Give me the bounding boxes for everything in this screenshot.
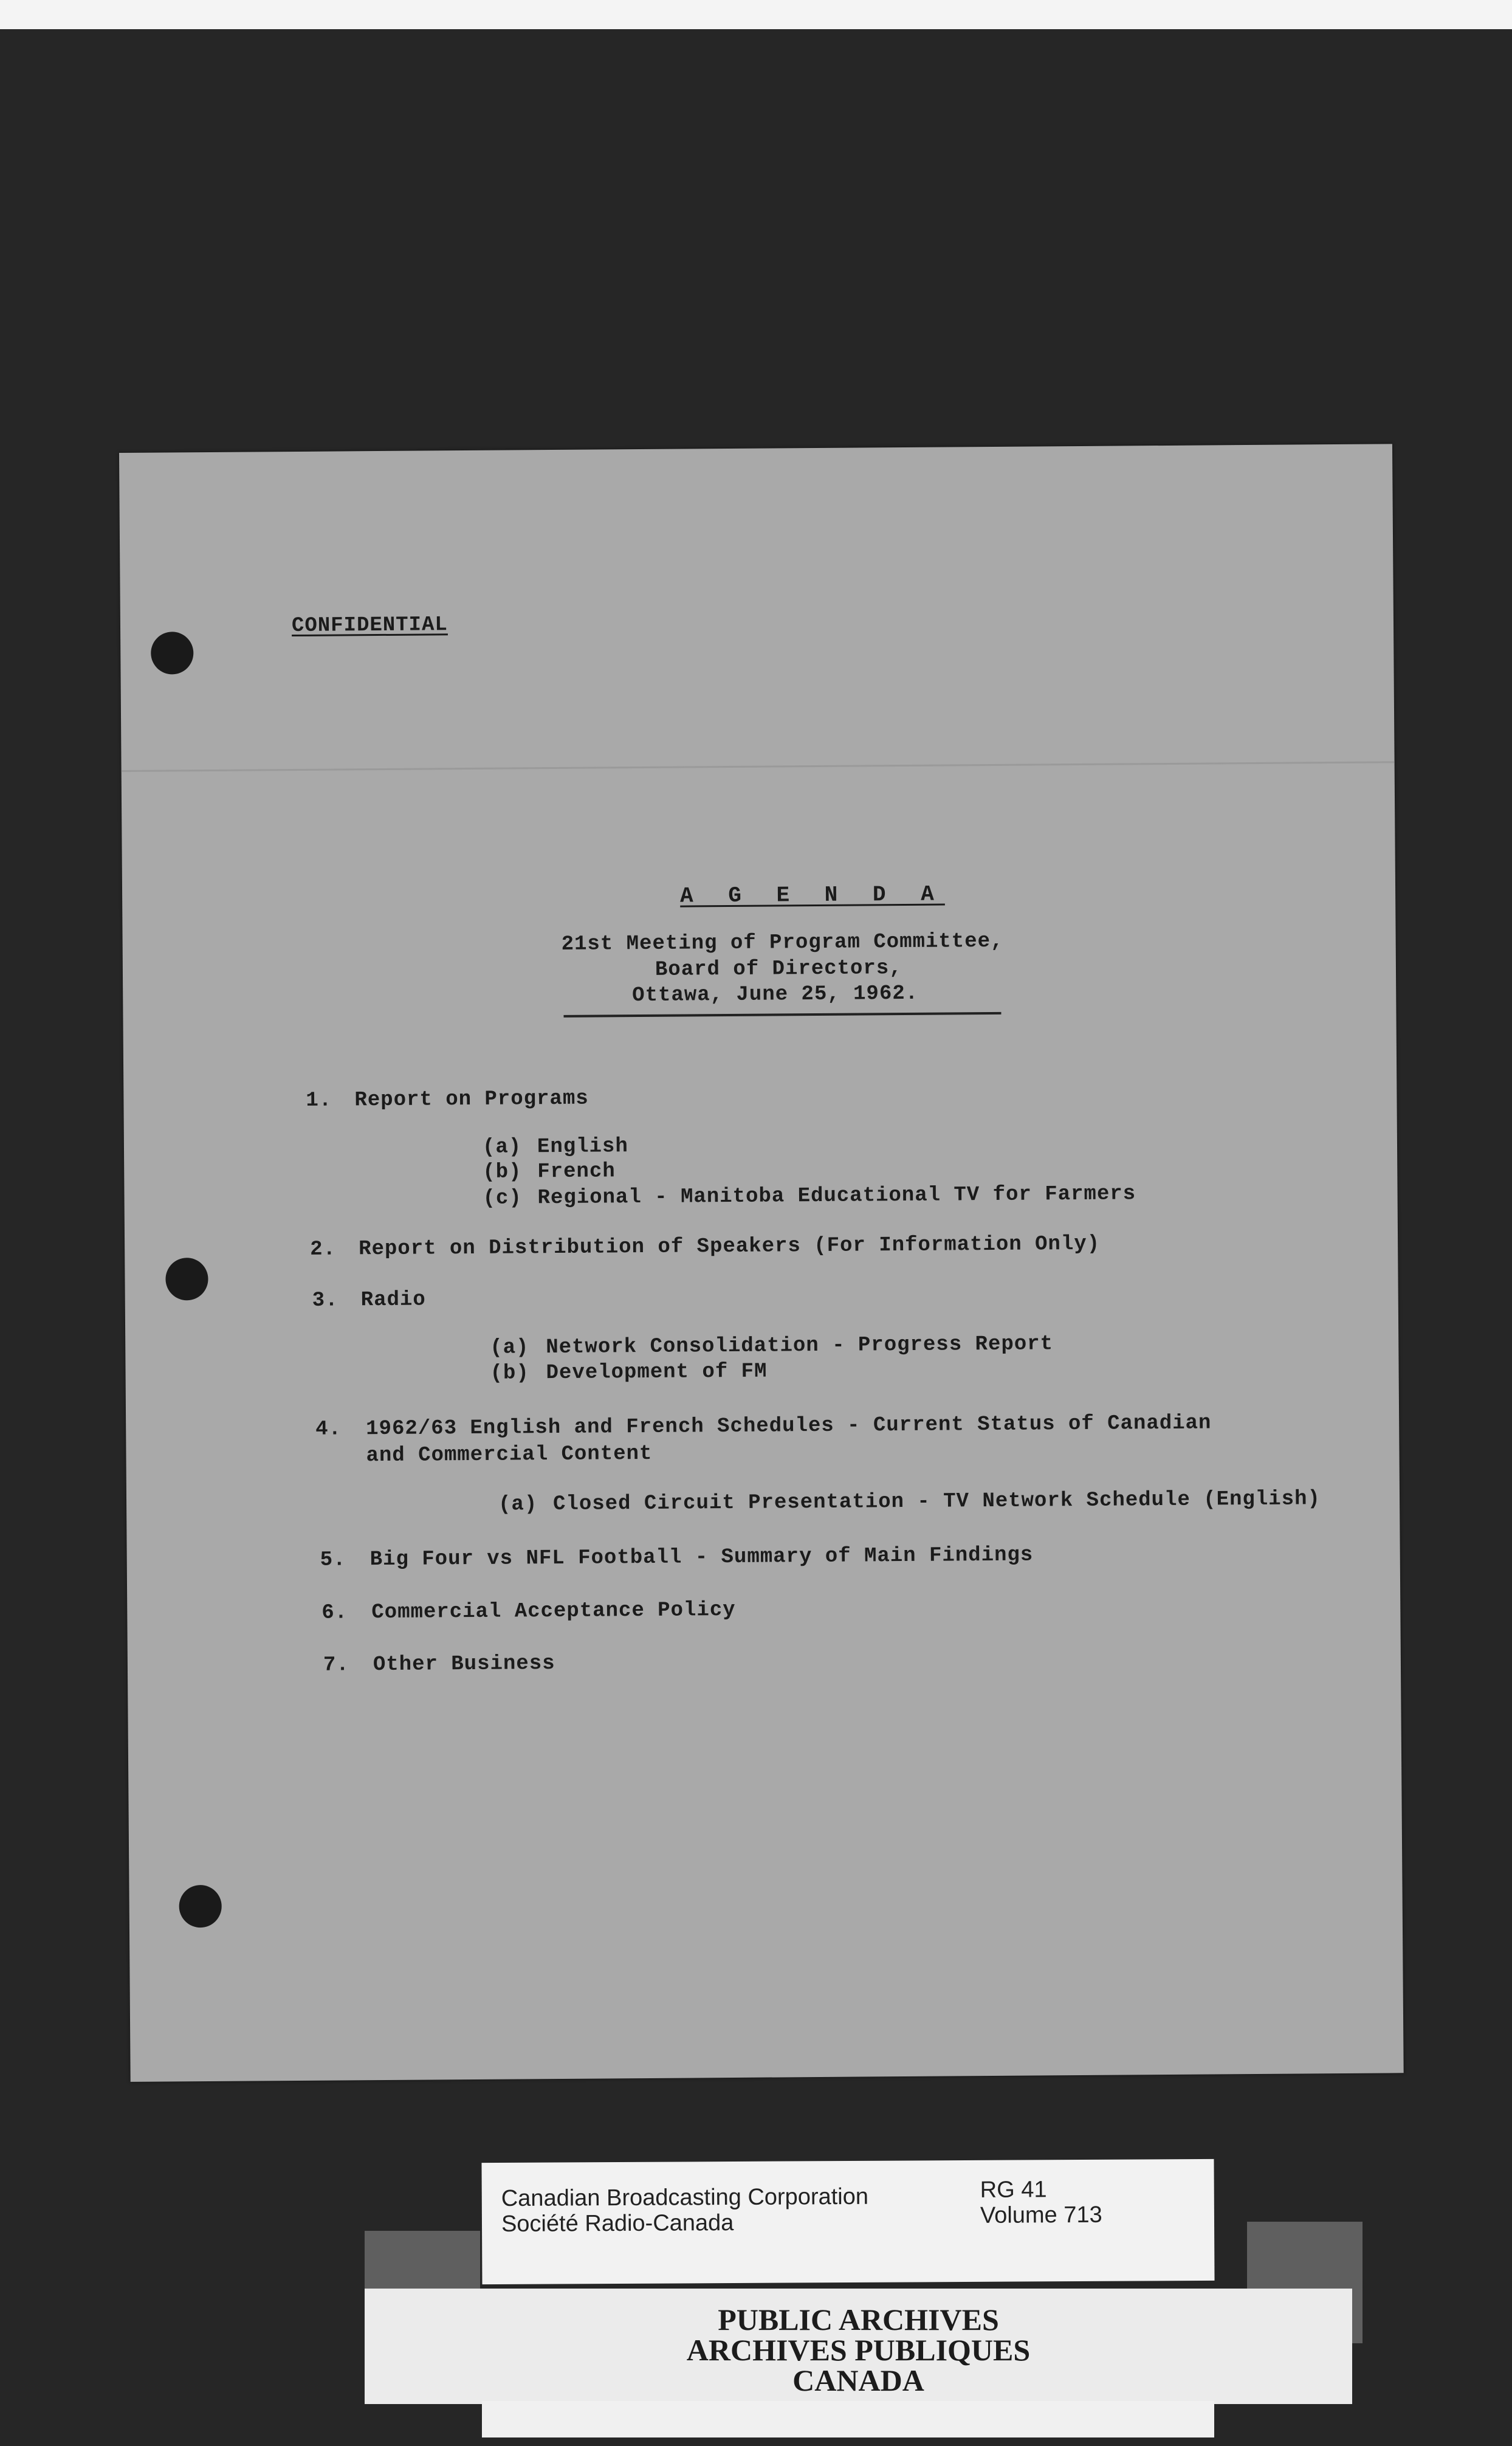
fold-line bbox=[122, 761, 1395, 772]
subtitle-line-2: Board of Directors, bbox=[655, 957, 902, 982]
item-text: 1962/63 English and French Schedules - Current Status of Canadian bbox=[366, 1411, 1212, 1441]
archives-stamp-band bbox=[365, 2289, 1352, 2404]
archive-label-lower-edge bbox=[482, 2401, 1214, 2437]
item-number: 5. bbox=[320, 1548, 346, 1572]
subitem-letter: (a) bbox=[498, 1493, 538, 1517]
top-margin-strip bbox=[0, 0, 1512, 29]
subitem-text: Closed Circuit Presentation - TV Network Schedule (English) bbox=[552, 1487, 1321, 1517]
item-number: 4. bbox=[315, 1418, 342, 1441]
subitem-text: Development of FM bbox=[546, 1360, 768, 1385]
item-number: 7. bbox=[323, 1653, 349, 1677]
item-number: 3. bbox=[312, 1289, 338, 1312]
classification-label: CONFIDENTIAL bbox=[291, 613, 448, 638]
subitem-text: Network Consolidation - Progress Report bbox=[546, 1332, 1054, 1360]
punch-hole-top bbox=[151, 632, 193, 674]
subtitle-underline bbox=[563, 1012, 1001, 1018]
stamp-line-2: ARCHIVES PUBLIQUES bbox=[686, 2333, 1031, 2367]
item-text: Commercial Acceptance Policy bbox=[371, 1598, 736, 1625]
punch-hole-bottom bbox=[179, 1885, 221, 1928]
stamp-line-3: CANADA bbox=[792, 2363, 924, 2397]
stamp-line-1: PUBLIC ARCHIVES bbox=[718, 2303, 999, 2337]
item-text: Report on Programs bbox=[354, 1087, 589, 1112]
subitem-letter: (b) bbox=[490, 1362, 529, 1385]
archive-record-group: RG 41 bbox=[980, 2177, 1047, 2203]
subitem-letter: (c) bbox=[483, 1187, 522, 1210]
item-text: Big Four vs NFL Football - Summary of Main Findings bbox=[369, 1543, 1034, 1572]
subitem-letter: (b) bbox=[483, 1160, 522, 1184]
item-text-continuation: and Commercial Content bbox=[366, 1442, 653, 1468]
subitem-text: English bbox=[537, 1135, 628, 1159]
subtitle-line-1: 21st Meeting of Program Committee, bbox=[561, 929, 1004, 956]
archive-org-english: Canadian Broadcasting Corporation bbox=[501, 2183, 869, 2211]
subitem-text: French bbox=[537, 1160, 616, 1184]
punch-hole-middle bbox=[165, 1258, 208, 1300]
subitem-letter: (a) bbox=[482, 1135, 522, 1159]
archive-volume: Volume 713 bbox=[980, 2202, 1102, 2228]
agenda-heading: A G E N D A bbox=[679, 881, 945, 909]
document-sheet bbox=[119, 444, 1404, 2082]
item-text: Report on Distribution of Speakers (For Information Only) bbox=[359, 1232, 1101, 1261]
subtitle-line-3: Ottawa, June 25, 1962. bbox=[632, 982, 919, 1008]
archive-label-card bbox=[481, 2159, 1214, 2284]
item-number: 1. bbox=[306, 1089, 332, 1112]
item-number: 6. bbox=[321, 1601, 348, 1625]
item-text: Other Business bbox=[373, 1652, 555, 1677]
subitem-letter: (a) bbox=[490, 1336, 529, 1360]
item-text: Radio bbox=[360, 1288, 426, 1312]
subitem-text: Regional - Manitoba Educational TV for Farmers bbox=[537, 1182, 1136, 1210]
archive-org-french: Société Radio-Canada bbox=[501, 2210, 734, 2237]
item-number: 2. bbox=[310, 1238, 337, 1261]
